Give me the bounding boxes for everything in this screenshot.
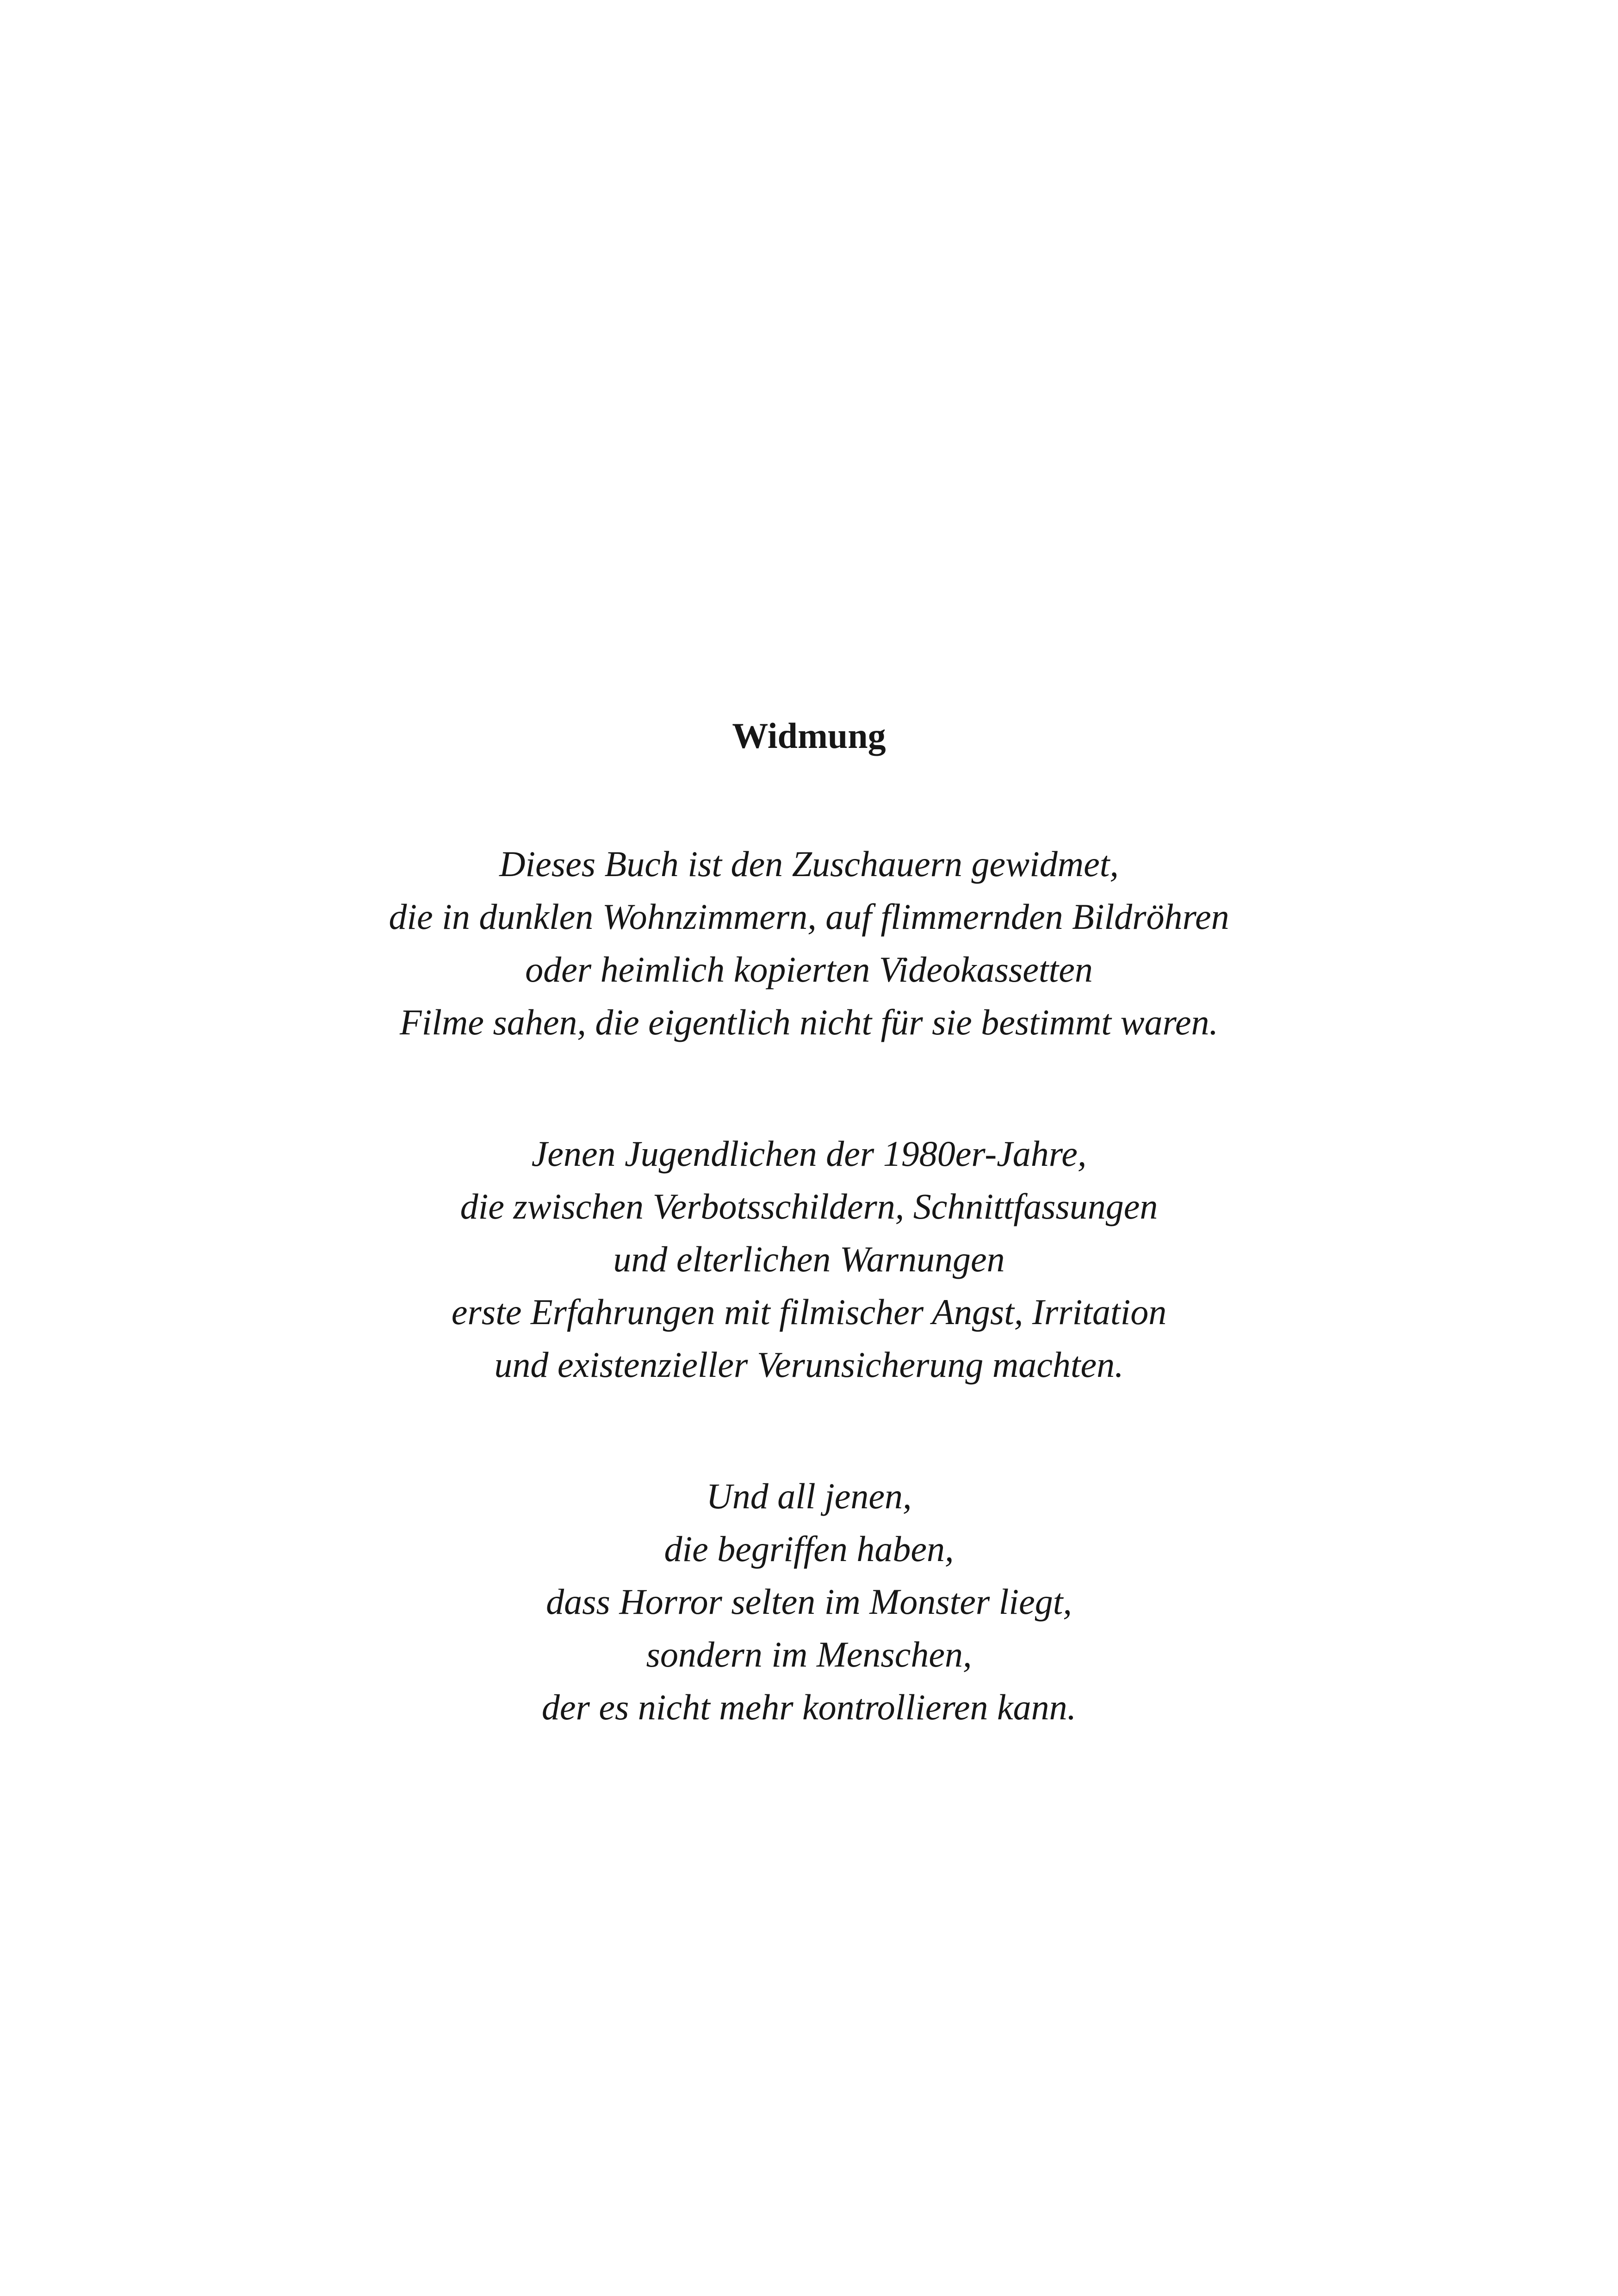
dedication-line: sondern im Menschen,: [646, 1634, 972, 1674]
dedication-line: Filme sahen, die eigentlich nicht für sie bestimmt waren.: [399, 1002, 1219, 1042]
dedication-line: Dieses Buch ist den Zuschauern gewidmet,: [499, 844, 1119, 884]
dedication-line: die zwischen Verbotsschildern, Schnittfassungen: [460, 1186, 1158, 1226]
dedication-line: erste Erfahrungen mit filmischer Angst, Irritation: [451, 1292, 1167, 1332]
stanza-3: [0, 1470, 1618, 1734]
stanza-1: [0, 838, 1618, 1049]
dedication-line: oder heimlich kopierten Videokassetten: [525, 949, 1093, 989]
dedication-line: und existenzieller Verunsicherung machten.: [494, 1344, 1124, 1385]
dedication-section: [0, 713, 1618, 1734]
dedication-line: und elterlichen Warnungen: [613, 1239, 1005, 1279]
dedication-title: Widmung: [732, 716, 886, 756]
dedication-line: dass Horror selten im Monster liegt,: [546, 1581, 1072, 1622]
dedication-line: Und all jenen,: [706, 1476, 912, 1516]
stanza-2: [0, 1127, 1618, 1391]
dedication-line: Jenen Jugendlichen der 1980er-Jahre,: [531, 1133, 1087, 1174]
dedication-line: die begriffen haben,: [664, 1529, 954, 1569]
dedication-line: der es nicht mehr kontrollieren kann.: [541, 1687, 1077, 1727]
dedication-line: die in dunklen Wohnzimmern, auf flimmernden Bildröhren: [389, 896, 1229, 937]
